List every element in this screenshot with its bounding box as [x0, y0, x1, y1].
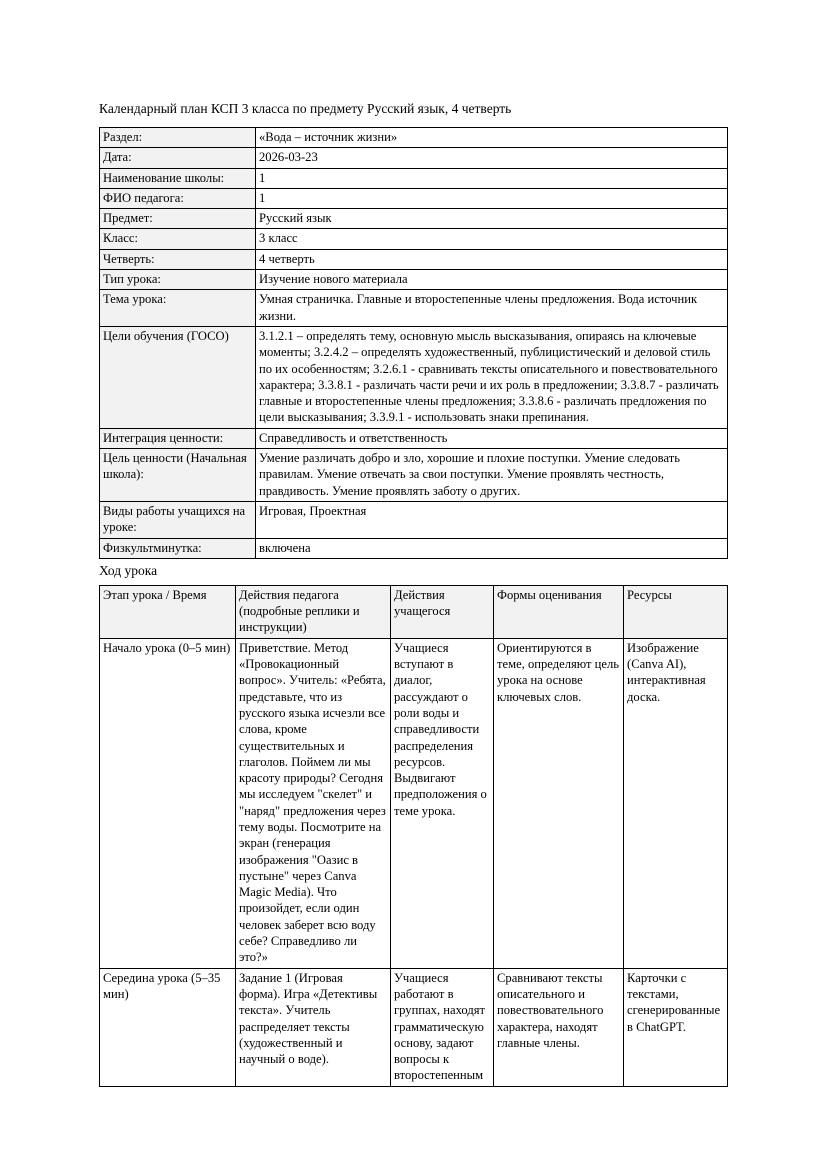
- column-header-student-actions: Действия учащегося: [391, 585, 494, 638]
- table-row: [100, 188, 728, 208]
- table-row: [100, 428, 728, 448]
- info-row-value: Игровая, Проектная: [256, 501, 728, 538]
- column-header-assessment: Формы оценивания: [494, 585, 624, 638]
- info-row-label: Дата:: [100, 148, 256, 168]
- info-row-value: 4 четверть: [256, 249, 728, 269]
- info-row-value: Умение различать добро и зло, хорошие и плохие поступки. Умение следовать правилам. Умение отвечать за свои поступки. Умение проявлять честность, правдивость. Умение проявлять заботу о других.: [256, 449, 728, 502]
- column-header-resources: Ресурсы: [624, 585, 728, 638]
- info-row-label: Цели обучения (ГОСО): [100, 326, 256, 428]
- info-row-label: Тип урока:: [100, 270, 256, 290]
- flow-cell-assessment: Сравнивают тексты описательного и повествовательного характера, находят главные члены.: [494, 968, 624, 1086]
- table-row: [100, 501, 728, 538]
- info-row-value: 1: [256, 168, 728, 188]
- info-row-value: Умная страничка. Главные и второстепенные члены предложения. Вода источник жизни.: [256, 290, 728, 327]
- info-row-value: 1: [256, 188, 728, 208]
- table-row: [100, 229, 728, 249]
- flow-cell-student-actions: Учащиеся вступают в диалог, рассуждают о роли воды и справедливости распределения ресурсов. Выдвигают предположения о теме урока.: [391, 638, 494, 968]
- flow-cell-teacher-actions: Приветствие. Метод «Провокационный вопрос». Учитель: «Ребята, представьте, что из русского языка исчезли все слова, кроме существительных и глаголов. Поймем ли мы красоту природы? Сегодня мы исследуем "скелет" и "наряд" предложения через тему воды. Посмотрите на экран (генерация изображения "Оазис в пустыне" через Canva Magic Media). Что произойдет, если один человек заберет всю воду себе? Справедливо ли это?»: [236, 638, 391, 968]
- info-row-label: Четверть:: [100, 249, 256, 269]
- lesson-flow-header: [100, 585, 728, 638]
- info-row-label: Виды работы учащихся на уроке:: [100, 501, 256, 538]
- info-row-value: «Вода – источник жизни»: [256, 128, 728, 148]
- info-row-label: Тема урока:: [100, 290, 256, 327]
- column-header-teacher-actions: Действия педагога (подробные реплики и инструкции): [236, 585, 391, 638]
- flow-cell-student-actions: Учащиеся работают в группах, находят грамматическую основу, задают вопросы к второстепенным: [391, 968, 494, 1086]
- info-row-label: Класс:: [100, 229, 256, 249]
- lesson-flow-body: [100, 638, 728, 1086]
- lesson-info-table: [99, 127, 728, 559]
- page-content: [99, 100, 727, 1087]
- table-row: [100, 326, 728, 428]
- flow-cell-stage: Начало урока (0–5 мин): [100, 638, 236, 968]
- table-row: [100, 148, 728, 168]
- lesson-flow-heading: Ход урока: [99, 562, 158, 578]
- lesson-info-body: [100, 128, 728, 559]
- info-row-label: Физкультминутка:: [100, 538, 256, 558]
- table-row: [100, 168, 728, 188]
- flow-cell-assessment: Ориентируются в теме, определяют цель урока на основе ключевых слов.: [494, 638, 624, 968]
- info-row-label: Интеграция ценности:: [100, 428, 256, 448]
- table-row: [100, 270, 728, 290]
- info-row-value: 3 класс: [256, 229, 728, 249]
- flow-cell-resources: Карточки с текстами, сгенерированные в ChatGPT.: [624, 968, 728, 1086]
- info-row-value: Справедливость и ответственность: [256, 428, 728, 448]
- info-row-label: ФИО педагога:: [100, 188, 256, 208]
- table-row: [100, 128, 728, 148]
- table-row: [100, 968, 728, 1086]
- info-row-value: 3.1.2.1 – определять тему, основную мысль высказывания, опираясь на ключевые моменты; 3.2.4.2 – определять художественный, публицистический и деловой стиль по их особенностям; 3.2.6.1 - сравнивать тексты описательного и повествовательного характера; 3.3.8.1 - различать части речи и их роль в предложении; 3.3.8.7 - различать главные и второстепенные члены предложения; 3.3.8.6 - различать предложения по цели высказывания; 3.3.9.1 - использовать знаки препинания.: [256, 326, 728, 428]
- table-row: [100, 290, 728, 327]
- flow-cell-stage: Середина урока (5–35 мин): [100, 968, 236, 1086]
- table-row: [100, 249, 728, 269]
- column-header-stage: Этап урока / Время: [100, 585, 236, 638]
- lesson-flow-table: [99, 585, 728, 1087]
- info-row-value: Изучение нового материала: [256, 270, 728, 290]
- info-row-value: 2026-03-23: [256, 148, 728, 168]
- info-row-label: Наименование школы:: [100, 168, 256, 188]
- table-row: [100, 209, 728, 229]
- info-row-label: Предмет:: [100, 209, 256, 229]
- info-row-label: Цель ценности (Начальная школа):: [100, 449, 256, 502]
- flow-cell-teacher-actions: Задание 1 (Игровая форма). Игра «Детективы текста». Учитель распределяет тексты (художественный и научный о воде).: [236, 968, 391, 1086]
- flow-cell-resources: Изображение (Canva AI), интерактивная доска.: [624, 638, 728, 968]
- table-header-row: [100, 585, 728, 638]
- table-row: [100, 538, 728, 558]
- info-row-value: Русский язык: [256, 209, 728, 229]
- info-row-value: включена: [256, 538, 728, 558]
- table-row: [100, 449, 728, 502]
- info-row-label: Раздел:: [100, 128, 256, 148]
- table-row: [100, 638, 728, 968]
- page-title: Календарный план КСП 3 класса по предмету Русский язык, 4 четверть: [99, 101, 512, 116]
